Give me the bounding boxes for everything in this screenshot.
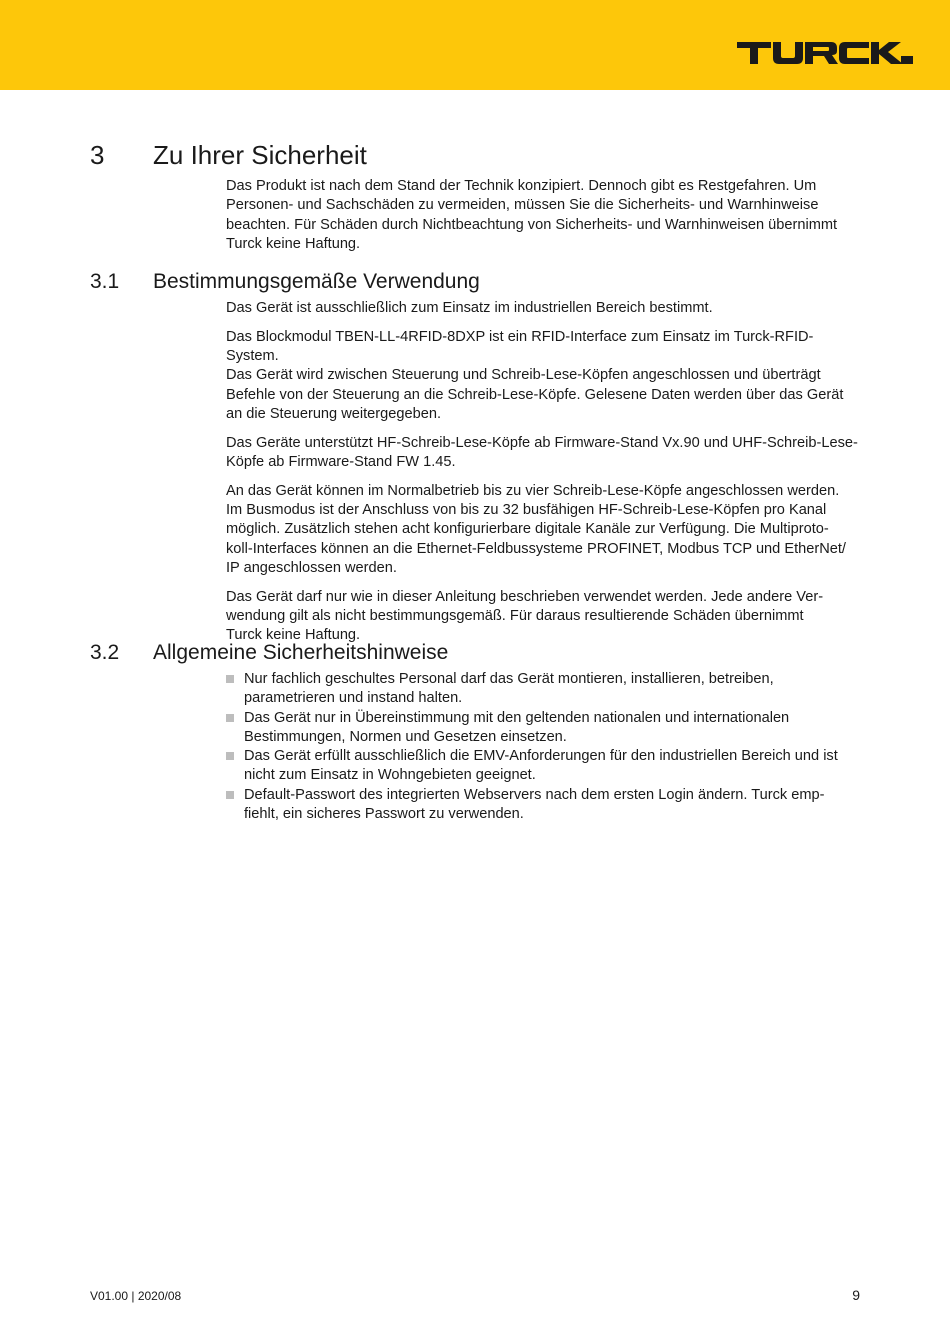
- section-title: Zu Ihrer Sicherheit: [153, 140, 367, 170]
- list-item-text: Das Gerät erfüllt ausschließlich die EMV-Anforderungen für den industriellen Bereich und ist nicht zum Einsatz in Wohngebieten geeignet.: [244, 748, 838, 784]
- list-item-text: Das Gerät nur in Übereinstimmung mit den geltenden nationalen und internationalen Bestimmungen, Normen und Gesetzen einsetzen.: [244, 709, 790, 745]
- section-title: Allgemeine Sicherheitshinweise: [153, 641, 449, 664]
- section-number: 3.1: [90, 270, 120, 293]
- section-number: 3: [90, 140, 105, 170]
- paragraph: Das Produkt ist nach dem Stand der Technik konzipiert. Dennoch gibt es Restgefahren. Um Personen- und Sachschäden zu vermeiden, müssen Sie die Sicherheits- und Warnhinweise beachten. Für Schäden durch Nichtbeachtung von Sicherheits- und Warnhinweisen übernimmt Turck keine Haftung.: [226, 178, 838, 252]
- list-item: [226, 709, 866, 748]
- bullet-square-icon: [226, 752, 234, 760]
- safety-bullet-list: [226, 670, 866, 824]
- paragraph: Das Gerät darf nur wie in dieser Anleitung beschrieben verwendet werden. Jede andere Ver- wendung gilt als nicht bestimmungsgemäß. Für daraus resultierende Schäden übernimmt Turck keine Haftung.: [226, 588, 824, 644]
- footer-version: V01.00 | 2020/08: [90, 1289, 182, 1303]
- section-title: Bestimmungsgemäße Verwendung: [153, 270, 480, 293]
- bullet-square-icon: [226, 675, 234, 683]
- section-3-2-heading: [90, 641, 448, 665]
- page-number: 9: [852, 1287, 860, 1303]
- list-item: [226, 670, 866, 709]
- paragraph: Das Gerät ist ausschließlich zum Einsatz im industriellen Bereich bestimmt.: [226, 300, 713, 316]
- paragraph: Das Blockmodul TBEN-LL-4RFID-8DXP ist ein RFID-Interface zum Einsatz im Turck-RFID-System. Das Gerät wird zwischen Steuerung und Schreib-Lese-Köpfen angeschlossen und überträgt Befehle von der Steuerung an die Schreib-Lese-Köpfe. Gelesene Daten werden über das Gerät an die Steuerung weitergegeben.: [226, 328, 844, 422]
- section-3-intro: [226, 177, 866, 264]
- section-3-1-body: [226, 299, 866, 655]
- turck-logo: [737, 42, 913, 64]
- section-3-2-body: [226, 670, 866, 824]
- section-3-heading: [90, 140, 367, 171]
- list-item: [226, 786, 866, 825]
- paragraph: An das Gerät können im Normalbetrieb bis zu vier Schreib-Lese-Köpfe angeschlossen werden. Im Busmodus ist der Anschluss von bis zu 32 busfähigen HF-Schreib-Lese-Köpfen pro Kanal möglich. Zusätzlich stehen acht konfigurierbare digitale Kanäle zur Verfügung. Die Multiproto- koll-Interfaces können an die Ethernet-Feldbussysteme PROFINET, Modbus TCP und EtherNet/ IP angeschlossen werden.: [226, 482, 846, 577]
- list-item-text: Nur fachlich geschultes Personal darf das Gerät montieren, installieren, betreiben, parametrieren und instand halten.: [244, 671, 774, 707]
- paragraph: Das Geräte unterstützt HF-Schreib-Lese-Köpfe ab Firmware-Stand Vx.90 und UHF-Schreib-Lese- Köpfe ab Firmware-Stand FW 1.45.: [226, 434, 858, 471]
- list-item: [226, 747, 866, 786]
- list-item-text: Default-Passwort des integrierten Webservers nach dem ersten Login ändern. Turck emp- fiehlt, ein sicheres Passwort zu verwenden.: [244, 786, 825, 823]
- section-number: 3.2: [90, 641, 120, 664]
- bullet-square-icon: [226, 791, 234, 799]
- section-3-1-heading: [90, 270, 480, 294]
- bullet-square-icon: [226, 714, 234, 722]
- header-band: [0, 0, 950, 90]
